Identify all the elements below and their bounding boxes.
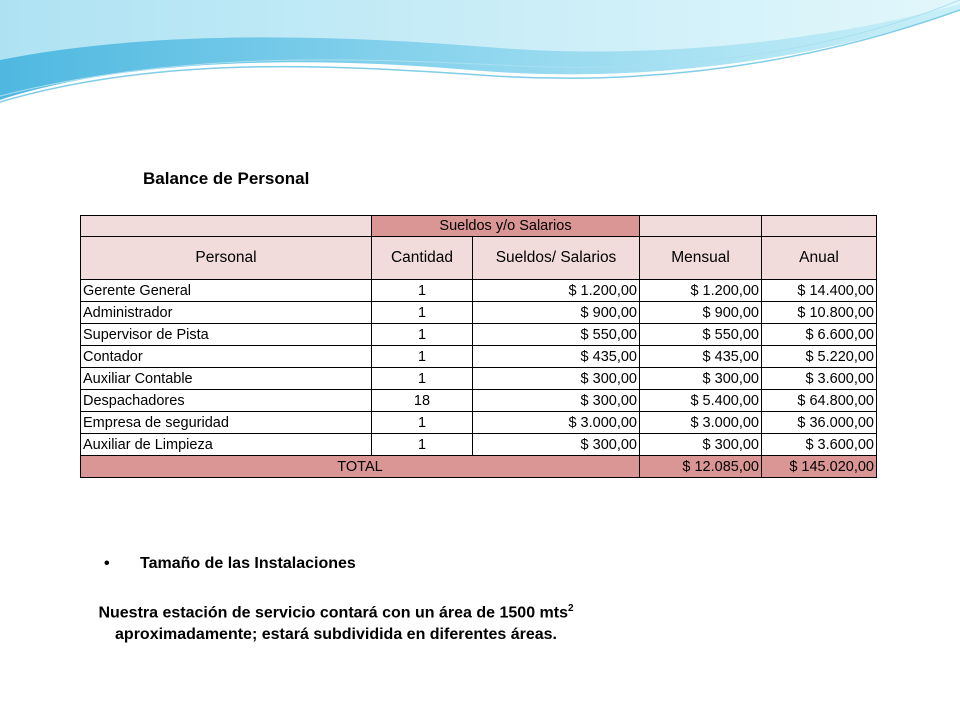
column-header-personal: Personal <box>81 237 372 280</box>
cell-sueldo: $ 3.000,00 <box>473 412 640 434</box>
cell-mensual: $ 300,00 <box>640 434 762 456</box>
cell-cantidad: 1 <box>372 346 473 368</box>
section-heading: Tamaño de las Instalaciones <box>140 555 356 572</box>
cell-mensual: $ 5.400,00 <box>640 390 762 412</box>
section-paragraph <box>96 598 576 646</box>
table-row <box>81 412 877 434</box>
bullet-marker: • <box>104 555 110 572</box>
group-header-cell: Sueldos y/o Salarios <box>372 216 640 237</box>
cell-sueldo: $ 300,00 <box>473 368 640 390</box>
header-wave-decoration <box>0 0 960 120</box>
cell-mensual: $ 435,00 <box>640 346 762 368</box>
cell-personal: Supervisor de Pista <box>81 324 372 346</box>
cell-sueldo: $ 900,00 <box>473 302 640 324</box>
blank-cell <box>762 216 877 237</box>
cell-mensual: $ 550,00 <box>640 324 762 346</box>
cell-anual: $ 10.800,00 <box>762 302 877 324</box>
paragraph-text-part1: Nuestra estación de servicio contará con un área de 1500 mts <box>98 604 568 622</box>
cell-sueldo: $ 435,00 <box>473 346 640 368</box>
table-row <box>81 324 877 346</box>
paragraph-text-part2: aproximadamente; estará subdividida en diferentes áreas. <box>115 626 557 644</box>
table-total-row <box>81 456 877 478</box>
cell-personal: Gerente General <box>81 280 372 302</box>
column-header-anual: Anual <box>762 237 877 280</box>
total-mensual: $ 12.085,00 <box>640 456 762 478</box>
table-row <box>81 302 877 324</box>
table-row <box>81 346 877 368</box>
cell-personal: Auxiliar Contable <box>81 368 372 390</box>
salary-table <box>80 215 877 478</box>
cell-cantidad: 1 <box>372 434 473 456</box>
section-heading-row <box>104 555 356 573</box>
page-title: Balance de Personal <box>143 169 310 188</box>
cell-cantidad: 1 <box>372 412 473 434</box>
cell-anual: $ 14.400,00 <box>762 280 877 302</box>
blank-cell <box>640 216 762 237</box>
cell-anual: $ 3.600,00 <box>762 434 877 456</box>
cell-cantidad: 1 <box>372 324 473 346</box>
total-label: TOTAL <box>81 456 640 478</box>
cell-anual: $ 5.220,00 <box>762 346 877 368</box>
cell-cantidad: 1 <box>372 302 473 324</box>
cell-sueldo: $ 300,00 <box>473 390 640 412</box>
column-header-mensual: Mensual <box>640 237 762 280</box>
cell-personal: Auxiliar de Limpieza <box>81 434 372 456</box>
total-anual: $ 145.020,00 <box>762 456 877 478</box>
cell-anual: $ 36.000,00 <box>762 412 877 434</box>
cell-cantidad: 18 <box>372 390 473 412</box>
cell-sueldo: $ 300,00 <box>473 434 640 456</box>
cell-mensual: $ 900,00 <box>640 302 762 324</box>
cell-mensual: $ 1.200,00 <box>640 280 762 302</box>
cell-anual: $ 6.600,00 <box>762 324 877 346</box>
table-row <box>81 280 877 302</box>
table-row <box>81 390 877 412</box>
column-header-cantidad: Cantidad <box>372 237 473 280</box>
table-header-row <box>81 237 877 280</box>
table-row <box>81 434 877 456</box>
table-group-header-row <box>81 216 877 237</box>
paragraph-superscript: 2 <box>567 603 574 614</box>
cell-personal: Administrador <box>81 302 372 324</box>
cell-personal: Empresa de seguridad <box>81 412 372 434</box>
cell-personal: Contador <box>81 346 372 368</box>
blank-cell <box>81 216 372 237</box>
cell-mensual: $ 3.000,00 <box>640 412 762 434</box>
cell-personal: Despachadores <box>81 390 372 412</box>
cell-anual: $ 3.600,00 <box>762 368 877 390</box>
cell-anual: $ 64.800,00 <box>762 390 877 412</box>
cell-mensual: $ 300,00 <box>640 368 762 390</box>
column-header-sueldos: Sueldos/ Salarios <box>473 237 640 280</box>
cell-cantidad: 1 <box>372 368 473 390</box>
cell-cantidad: 1 <box>372 280 473 302</box>
table-row <box>81 368 877 390</box>
cell-sueldo: $ 550,00 <box>473 324 640 346</box>
cell-sueldo: $ 1.200,00 <box>473 280 640 302</box>
